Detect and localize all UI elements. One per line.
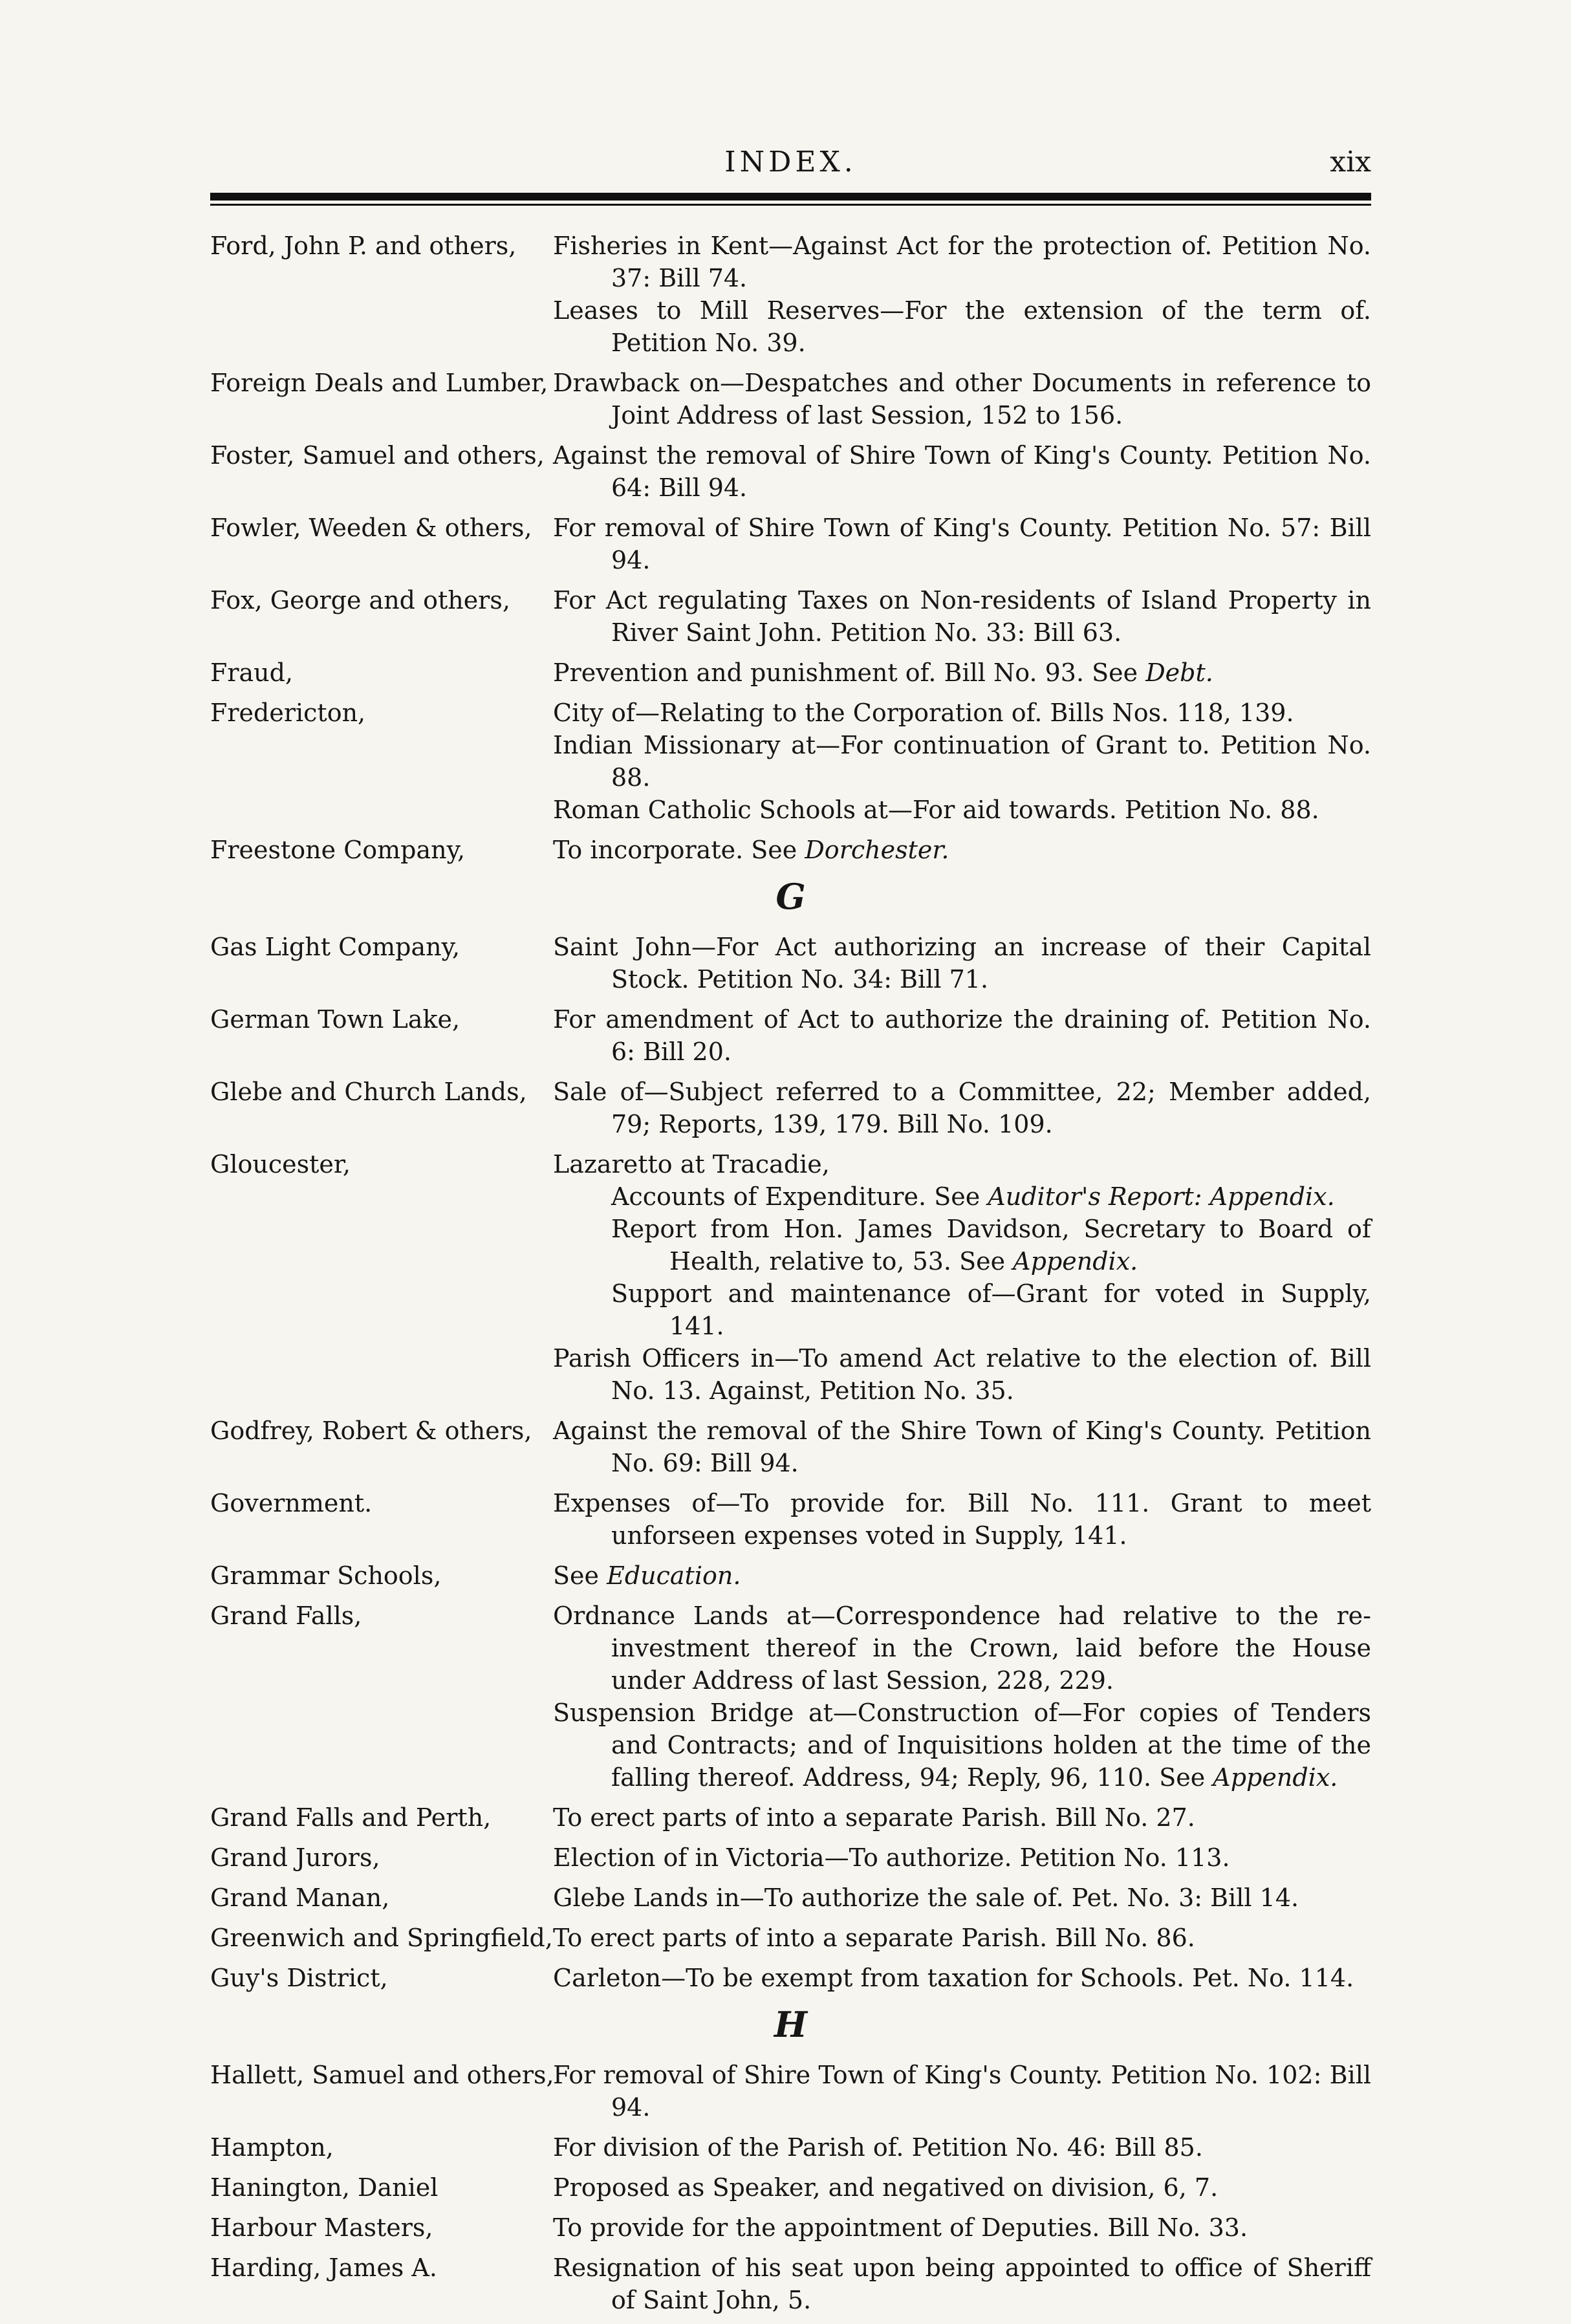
reference-text: To incorporate. See [553, 836, 805, 864]
entry-name: Grand Falls, [210, 1602, 362, 1630]
see-reference: Appendix. [1013, 1247, 1138, 1276]
entry-reference [553, 1148, 1371, 1180]
index-entry [210, 1882, 1371, 1914]
entry-reference [553, 2171, 1371, 2204]
entry-name: Ford, John P. and others, [210, 232, 517, 260]
entry-name: Grand Jurors, [210, 1843, 380, 1872]
index-entry [210, 1487, 1371, 1552]
see-reference: Education. [607, 1561, 741, 1590]
entry-references [553, 1487, 1371, 1552]
entry-references [553, 1882, 1371, 1914]
reference-text: To provide for the appointment of Deputies. Bill No. 33. [553, 2213, 1248, 2242]
reference-text: For removal of Shire Town of King's County. Petition No. 57: Bill 94. [553, 514, 1371, 574]
see-reference: Debt. [1145, 658, 1213, 687]
entry-reference [553, 2211, 1371, 2244]
page-header [210, 146, 1371, 184]
reference-text: For removal of Shire Town of King's County. Petition No. 102: Bill 94. [553, 2061, 1371, 2122]
entry-references [553, 657, 1371, 689]
entry-references [553, 512, 1371, 576]
entry-reference [553, 1180, 1371, 1213]
entry-reference [553, 1213, 1371, 1277]
reference-text: Drawback on—Despatches and other Documents in reference to Joint Address of last Session, 152 to 156. [553, 369, 1371, 429]
entry-reference [553, 1962, 1371, 1994]
header-rule [210, 193, 1371, 201]
see-reference: Appendix. [1213, 1763, 1338, 1792]
entry-reference [553, 931, 1371, 995]
index-entry [210, 1841, 1371, 1874]
reference-text: Resignation of his seat upon being appointed to office of Sheriff of Saint John, 5. [553, 2253, 1371, 2314]
reference-text: Parish Officers in—To amend Act relative to the election of. Bill No. 13. Against, Petition No. 35. [553, 1344, 1371, 1405]
entry-reference [553, 794, 1371, 826]
entry-name: Fredericton, [210, 699, 366, 727]
entry-references [553, 1922, 1371, 1954]
entry-name: German Town Lake, [210, 1005, 460, 1034]
page-title: INDEX. [724, 146, 857, 179]
entry-reference [553, 230, 1371, 294]
entry-reference [553, 1277, 1371, 1342]
reference-text: Proposed as Speaker, and negatived on division, 6, 7. [553, 2173, 1219, 2202]
index-entry [210, 697, 1371, 826]
reference-text: Report from Hon. James Davidson, Secretary to Board of Health, relative to, 53. See [611, 1215, 1371, 1276]
entry-name: Fowler, Weeden & others, [210, 514, 532, 542]
entry-reference [553, 657, 1371, 689]
reference-text: Against the removal of Shire Town of King's County. Petition No. 64: Bill 94. [553, 441, 1371, 502]
entry-name: Grand Manan, [210, 1884, 390, 1912]
entry-references [553, 834, 1371, 866]
entry-reference [553, 1003, 1371, 1068]
index-entry [210, 2059, 1371, 2123]
reference-text: Support and maintenance of—Grant for voted in Supply, 141. [611, 1279, 1371, 1340]
entry-reference [553, 1882, 1371, 1914]
entry-name: Glebe and Church Lands, [210, 1078, 527, 1106]
entry-references [553, 2059, 1371, 2123]
reference-text: For division of the Parish of. Petition No. 46: Bill 85. [553, 2133, 1203, 2162]
reference-text: Expenses of—To provide for. Bill No. 111. Grant to meet unforseen expenses voted in Supply, 141. [553, 1489, 1371, 1550]
reference-text: Leases to Mill Reserves—For the extension of the term of. Petition No. 39. [553, 296, 1371, 357]
index-entry [210, 1962, 1371, 1994]
index-entry [210, 1559, 1371, 1592]
entry-references [553, 697, 1371, 826]
reference-text: Roman Catholic Schools at—For aid towards. Petition No. 88. [553, 796, 1319, 824]
reference-text: Accounts of Expenditure. See [611, 1182, 988, 1211]
reference-text: Carleton—To be exempt from taxation for Schools. Pet. No. 114. [553, 1964, 1354, 1992]
entry-name: Guy's District, [210, 1964, 388, 1992]
entry-reference [553, 1487, 1371, 1552]
entry-name: Foster, Samuel and others, [210, 441, 545, 470]
reference-text: Glebe Lands in—To authorize the sale of. Pet. No. 3: Bill 14. [553, 1884, 1299, 1912]
entry-reference [553, 1697, 1371, 1794]
reference-text: Against the removal of the Shire Town of King's County. Petition No. 69: Bill 94. [553, 1417, 1371, 1477]
entry-references [553, 1076, 1371, 1140]
entry-references [553, 367, 1371, 431]
entry-name: Godfrey, Robert & others, [210, 1417, 532, 1445]
section-letter: H [774, 2004, 808, 2045]
see-reference: Dorchester. [805, 836, 949, 864]
reference-text: Election of in Victoria—To authorize. Petition No. 113. [553, 1843, 1230, 1872]
entry-name: Hallett, Samuel and others, [210, 2061, 554, 2089]
index-entry [210, 367, 1371, 431]
index-entry [210, 439, 1371, 504]
reference-text: For amendment of Act to authorize the draining of. Petition No. 6: Bill 20. [553, 1005, 1371, 1066]
entry-reference [553, 834, 1371, 866]
entry-references [553, 2252, 1371, 2316]
reference-text: To erect parts of into a separate Parish. Bill No. 27. [553, 1803, 1195, 1832]
entry-reference [553, 1600, 1371, 1697]
entry-name: Harbour Masters, [210, 2213, 433, 2242]
section-letter: G [775, 876, 806, 917]
index-entry [210, 584, 1371, 649]
entry-references [553, 1559, 1371, 1592]
index-entry [210, 1076, 1371, 1140]
reference-text: See [553, 1561, 607, 1590]
entry-references [553, 1801, 1371, 1834]
index-entry [210, 2211, 1371, 2244]
reference-text: Ordnance Lands at—Correspondence had relative to the re-investment thereof in the Crown, laid before the House under Address of last Session, 228, 229. [553, 1602, 1371, 1695]
index-entries [210, 230, 1371, 2324]
entry-reference [553, 1415, 1371, 1479]
entry-references [553, 1415, 1371, 1479]
reference-text: Saint John—For Act authorizing an increase of their Capital Stock. Petition No. 34: Bill 71. [553, 933, 1371, 994]
entry-reference [553, 1801, 1371, 1834]
entry-name: Foreign Deals and Lumber, [210, 369, 548, 397]
reference-text: Indian Missionary at—For continuation of Grant to. Petition No. 88. [553, 731, 1371, 792]
entry-name: Gas Light Company, [210, 933, 460, 961]
reference-text: To erect parts of into a separate Parish. Bill No. 86. [553, 1924, 1195, 1952]
reference-text: Sale of—Subject referred to a Committee, 22; Member added, 79; Reports, 139, 179. Bill No. 109. [553, 1078, 1371, 1138]
entry-name: Hanington, Daniel [210, 2173, 439, 2202]
entry-references [553, 230, 1371, 359]
index-entry [210, 931, 1371, 995]
entry-name: Harding, James A. [210, 2253, 437, 2282]
reference-text: Prevention and punishment of. Bill No. 93. See [553, 658, 1146, 687]
entry-reference [553, 2059, 1371, 2123]
header-rule-thin [210, 204, 1371, 206]
index-entry [210, 2131, 1371, 2164]
entry-reference [553, 1841, 1371, 1874]
reference-text: Fisheries in Kent—Against Act for the protection of. Petition No. 37: Bill 74. [553, 232, 1371, 292]
index-entry [210, 230, 1371, 359]
entry-references [553, 1600, 1371, 1794]
entry-reference [553, 697, 1371, 729]
entry-reference [553, 367, 1371, 431]
index-entry [210, 1600, 1371, 1794]
entry-references [553, 2131, 1371, 2164]
index-entry [210, 1003, 1371, 1068]
index-entry [210, 1801, 1371, 1834]
entry-reference [553, 439, 1371, 504]
index-entry [210, 657, 1371, 689]
entry-name: Grand Falls and Perth, [210, 1803, 492, 1832]
index-entry [210, 1922, 1371, 1954]
entry-reference [553, 1076, 1371, 1140]
entry-reference [553, 1922, 1371, 1954]
entry-reference [553, 294, 1371, 359]
entry-references [553, 1003, 1371, 1068]
entry-references [553, 439, 1371, 504]
index-entry [210, 834, 1371, 866]
entry-reference [553, 729, 1371, 794]
index-entry [210, 2171, 1371, 2204]
entry-name: Freestone Company, [210, 836, 466, 864]
entry-references [553, 1841, 1371, 1874]
entry-reference [553, 2252, 1371, 2316]
reference-text: Lazaretto at Tracadie, [553, 1150, 830, 1178]
reference-text: Suspension Bridge at—Construction of—For copies of Tenders and Contracts; and of Inquisitions holden at the time of the falling thereof. Address, 94; Reply, 96, 110. See [553, 1699, 1371, 1792]
entry-reference [553, 512, 1371, 576]
page-number: xix [1330, 146, 1371, 179]
entry-name: Hampton, [210, 2133, 334, 2162]
reference-text: City of—Relating to the Corporation of. Bills Nos. 118, 139. [553, 699, 1294, 727]
index-entry [210, 512, 1371, 576]
entry-references [553, 1962, 1371, 1994]
index-entry [210, 1415, 1371, 1479]
index-entry [210, 1148, 1371, 1407]
entry-references [553, 1148, 1371, 1407]
entry-references [553, 2211, 1371, 2244]
entry-references [553, 931, 1371, 995]
entry-name: Gloucester, [210, 1150, 351, 1178]
entry-name: Fraud, [210, 658, 294, 687]
entry-name: Government. [210, 1489, 373, 1517]
entry-references [553, 584, 1371, 649]
index-entry [210, 2252, 1371, 2316]
entry-references [553, 2171, 1371, 2204]
entry-reference [553, 1559, 1371, 1592]
entry-reference [553, 2131, 1371, 2164]
entry-name: Fox, George and others, [210, 586, 510, 614]
entry-reference [553, 584, 1371, 649]
reference-text: For Act regulating Taxes on Non-residents of Island Property in River Saint John. Petition No. 33: Bill 63. [553, 586, 1371, 647]
entry-name: Grammar Schools, [210, 1561, 442, 1590]
entry-name: Greenwich and Springfield, [210, 1924, 553, 1952]
entry-reference [553, 1342, 1371, 1407]
see-reference: Auditor's Report: Appendix. [988, 1182, 1335, 1211]
